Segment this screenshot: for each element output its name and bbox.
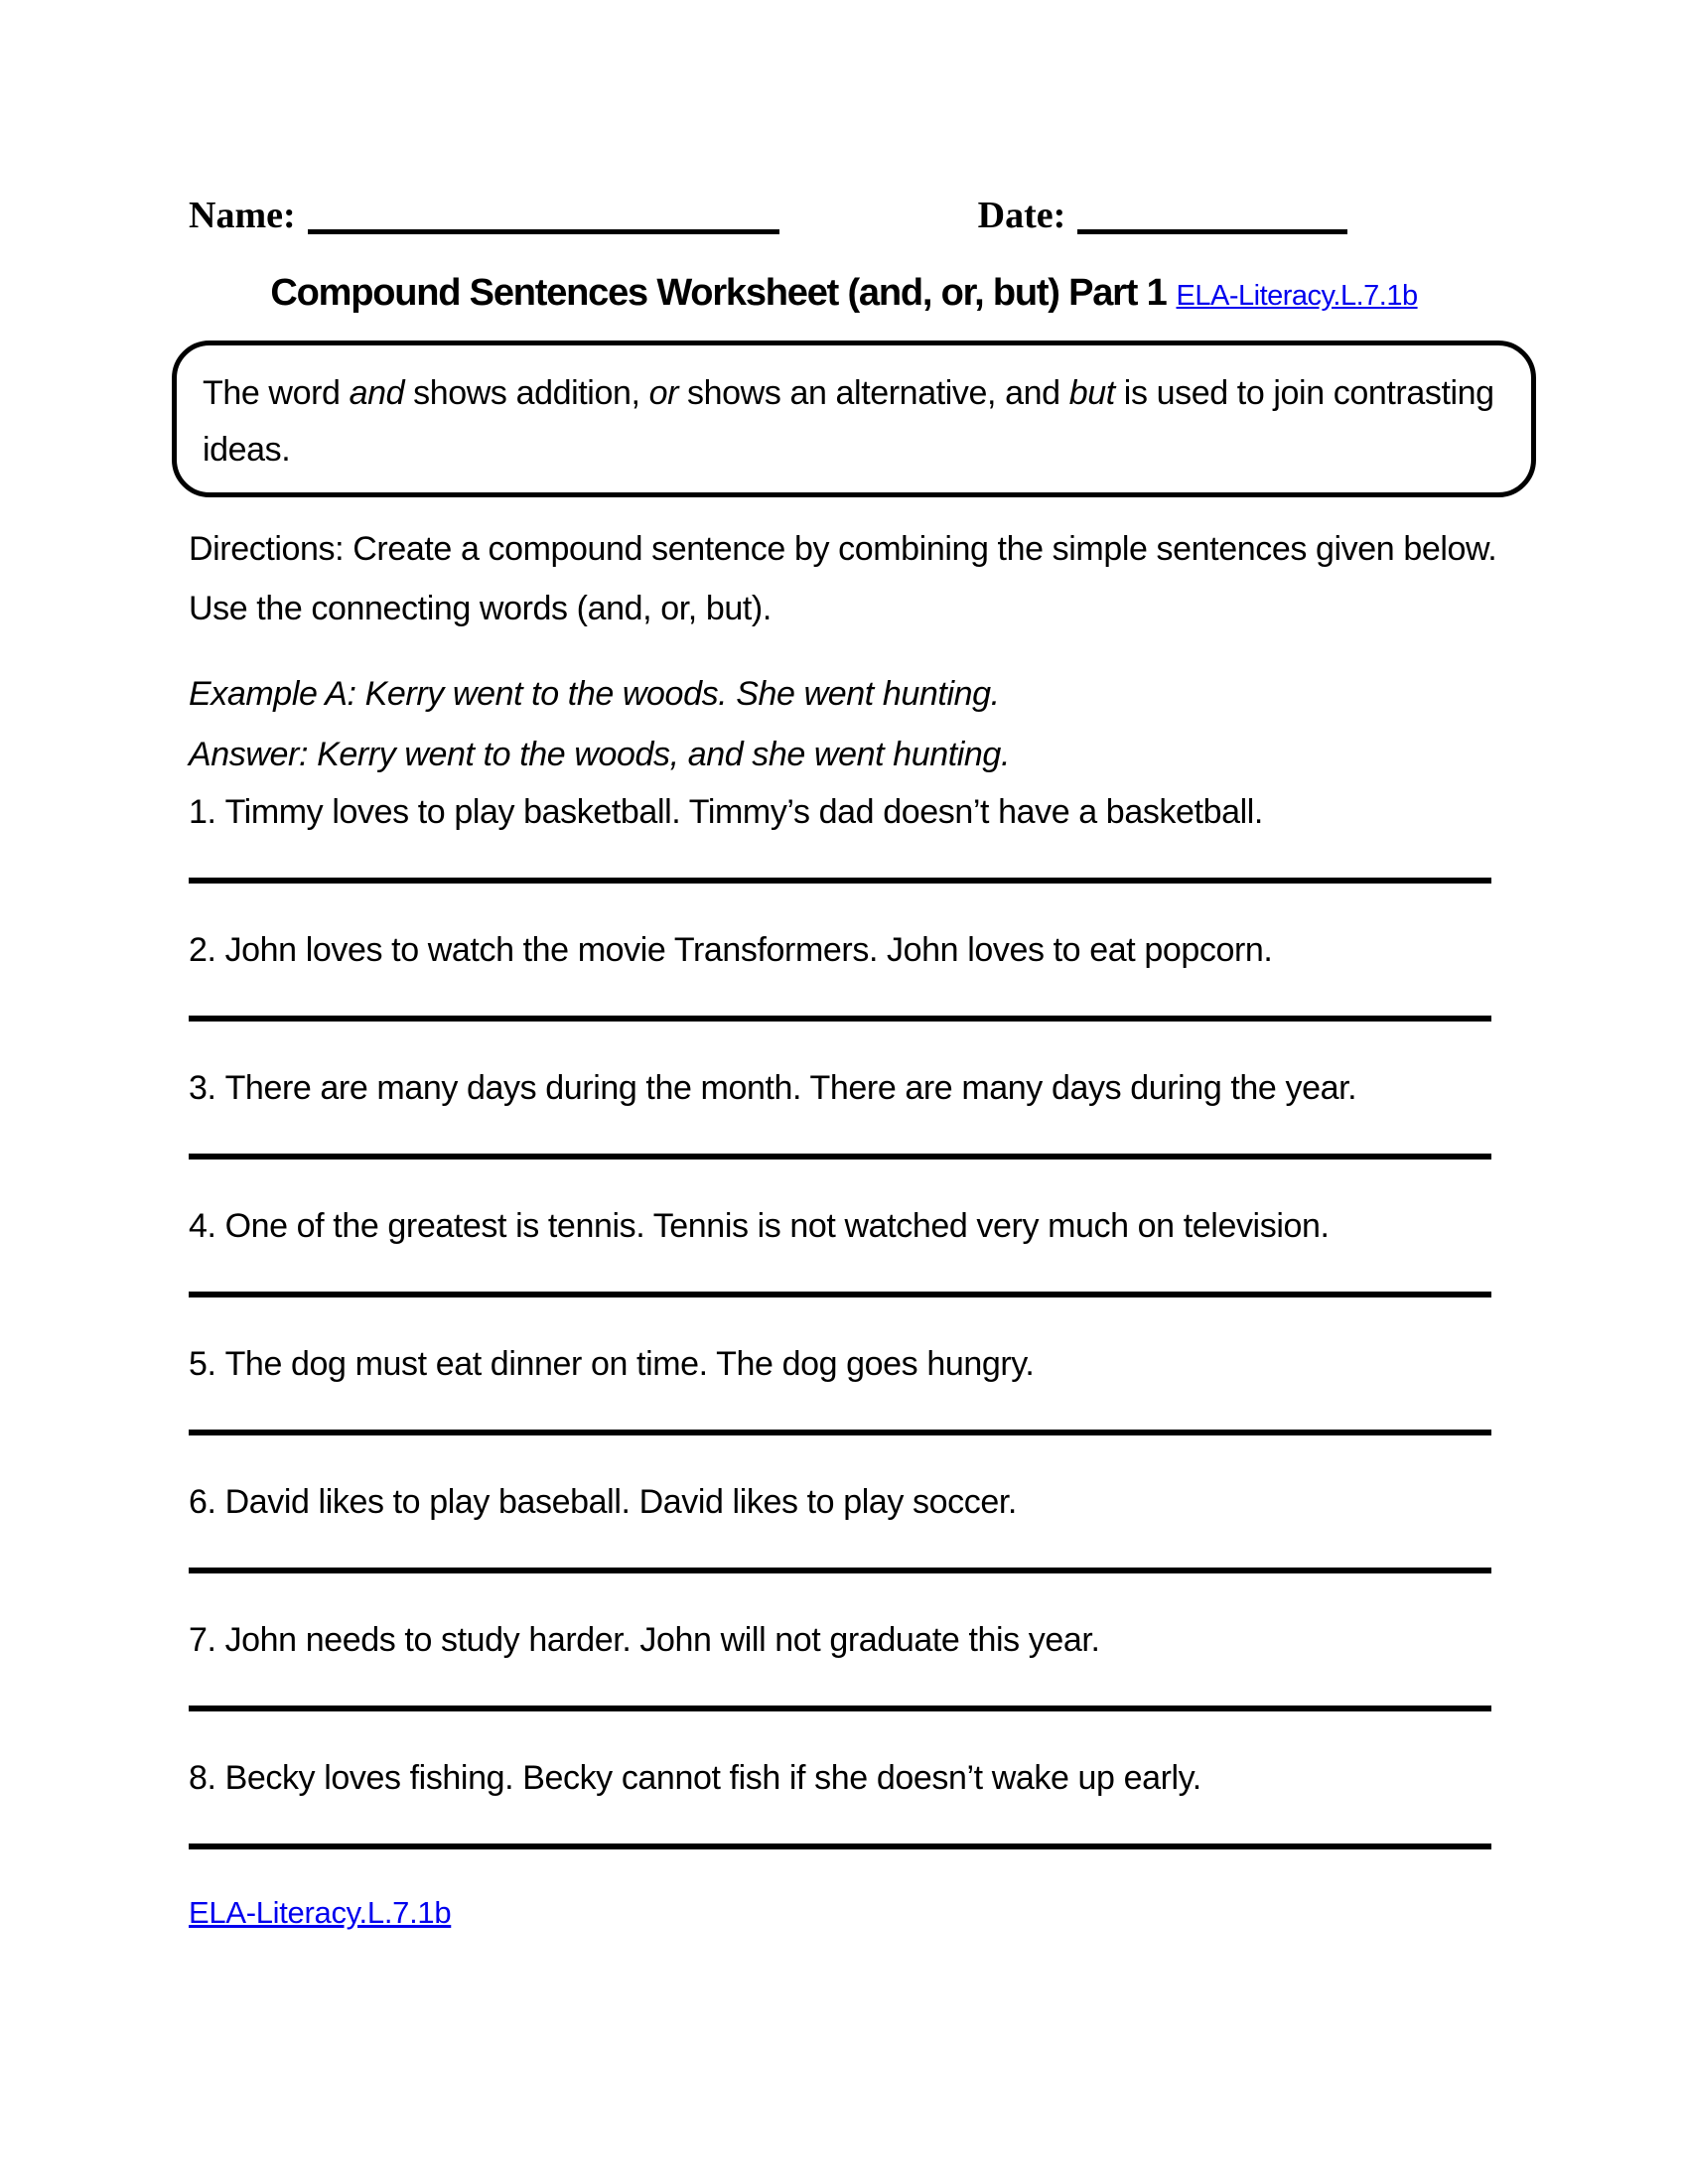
question-item bbox=[189, 1343, 1499, 1435]
question-sentences: The dog must eat dinner on time. The dog goes hungry. bbox=[224, 1345, 1035, 1383]
directions-text: Directions: Create a compound sentence by combining the simple sentences given below. Use the connecting words (and, or, but). bbox=[189, 530, 1497, 627]
question-item bbox=[189, 1619, 1499, 1711]
question-item bbox=[189, 1481, 1499, 1573]
question-number: 1. bbox=[189, 793, 216, 831]
question-text bbox=[189, 1619, 1499, 1661]
answer-blank-line bbox=[189, 1154, 1491, 1160]
question-item bbox=[189, 929, 1499, 1022]
question-number: 6. bbox=[189, 1483, 216, 1521]
example-answer: Answer: Kerry went to the woods, and she went hunting. bbox=[189, 736, 1010, 773]
name-blank-line bbox=[308, 197, 779, 234]
question-text bbox=[189, 1067, 1499, 1109]
question-sentences: John loves to watch the movie Transformers. John loves to eat popcorn. bbox=[224, 931, 1273, 969]
answer-blank-line bbox=[189, 1706, 1491, 1711]
info-box bbox=[172, 341, 1536, 497]
answer-blank-line bbox=[189, 1843, 1491, 1849]
question-sentences: David likes to play baseball. David likes to play soccer. bbox=[224, 1483, 1017, 1521]
question-sentences: One of the greatest is tennis. Tennis is not watched very much on television. bbox=[224, 1207, 1330, 1245]
date-blank-line bbox=[1077, 197, 1347, 234]
question-text bbox=[189, 1757, 1499, 1799]
question-number: 5. bbox=[189, 1345, 216, 1383]
question-number: 8. bbox=[189, 1759, 216, 1797]
question-number: 2. bbox=[189, 931, 216, 969]
question-text bbox=[189, 1205, 1499, 1247]
questions-list bbox=[189, 791, 1499, 1849]
question-number: 7. bbox=[189, 1621, 216, 1659]
question-item bbox=[189, 1205, 1499, 1297]
example-prompt: Example A: Kerry went to the woods. She went hunting. bbox=[189, 675, 1000, 713]
question-item bbox=[189, 1067, 1499, 1160]
question-item bbox=[189, 1757, 1499, 1849]
question-number: 3. bbox=[189, 1069, 216, 1107]
header-row bbox=[189, 197, 1499, 234]
answer-blank-line bbox=[189, 1430, 1491, 1435]
question-sentences: Becky loves fishing. Becky cannot fish if she doesn’t wake up early. bbox=[224, 1759, 1201, 1797]
question-sentences: Timmy loves to play basketball. Timmy’s dad doesn’t have a basketball. bbox=[224, 793, 1263, 831]
question-sentences: John needs to study harder. John will not graduate this year. bbox=[224, 1621, 1100, 1659]
question-sentences: There are many days during the month. There are many days during the year. bbox=[224, 1069, 1357, 1107]
date-label: Date: bbox=[977, 195, 1066, 236]
name-label: Name: bbox=[189, 195, 296, 236]
answer-blank-line bbox=[189, 1568, 1491, 1573]
answer-blank-line bbox=[189, 1292, 1491, 1297]
info-box-text: The word and shows addition, or shows an alternative, and but is used to join contrasting ideas. bbox=[203, 374, 1494, 469]
date-field-group bbox=[978, 197, 1348, 234]
answer-blank-line bbox=[189, 878, 1491, 884]
footer bbox=[189, 1895, 1499, 1931]
example-block bbox=[189, 664, 1499, 785]
title-row bbox=[0, 272, 1688, 315]
question-text bbox=[189, 1481, 1499, 1523]
question-text bbox=[189, 1343, 1499, 1385]
name-field-group bbox=[189, 197, 779, 234]
question-item bbox=[189, 791, 1499, 884]
footer-standard-link[interactable]: ELA-Literacy.L.7.1b bbox=[189, 1895, 452, 1930]
question-text bbox=[189, 929, 1499, 971]
page-title: Compound Sentences Worksheet (and, or, but) Part 1 bbox=[270, 272, 1167, 314]
question-text bbox=[189, 791, 1499, 833]
answer-blank-line bbox=[189, 1016, 1491, 1022]
question-number: 4. bbox=[189, 1207, 216, 1245]
title-standard-link[interactable]: ELA-Literacy.L.7.1b bbox=[1176, 280, 1418, 312]
